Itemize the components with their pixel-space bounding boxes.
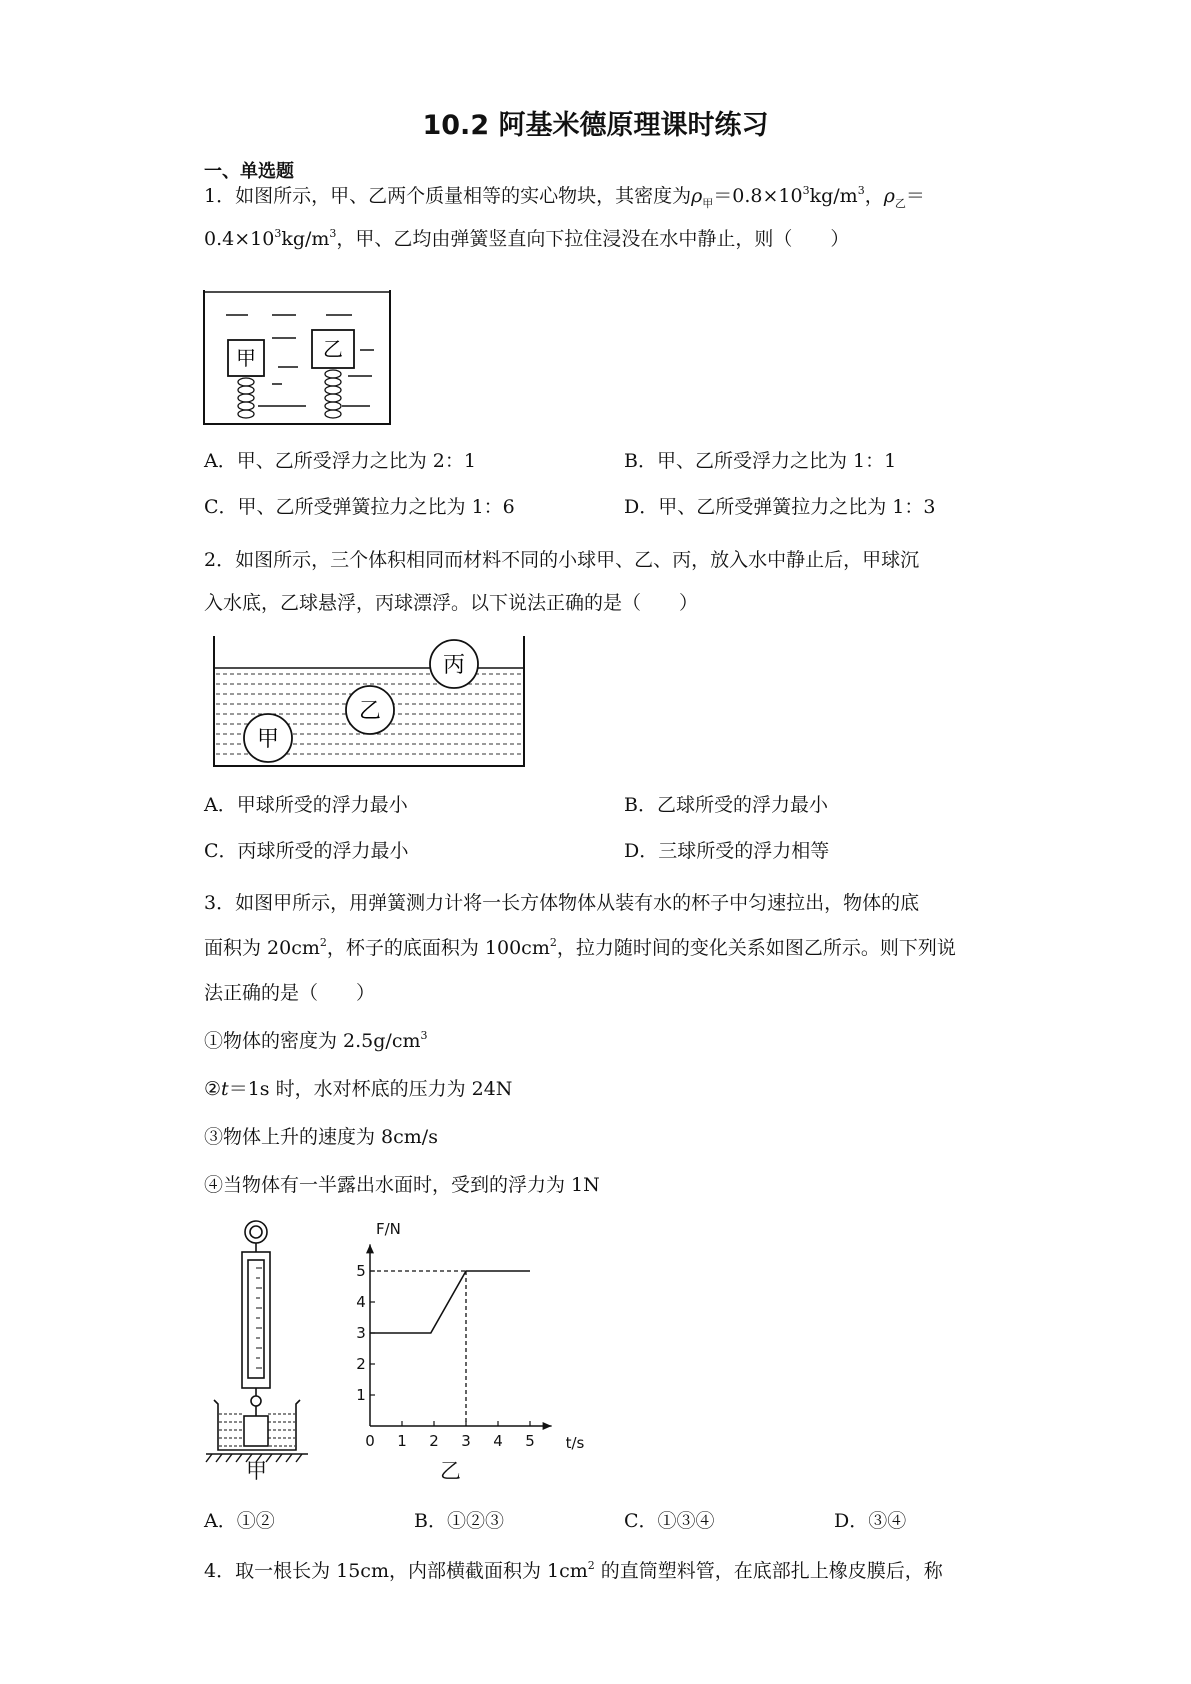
q1-figure-tank-springs (202, 284, 392, 426)
x-tick-label: 0 (365, 1432, 375, 1450)
q3-option-d[interactable]: D．③④ (834, 1510, 907, 1532)
svg-text:丙: 丙 (442, 653, 466, 678)
q1-stem-line-1: 1．如图所示，甲、乙两个质量相等的实心物块，其密度为$\rho_甲=0.8\times 10^3kg/m^3$，$\rho_乙=$ (204, 184, 925, 210)
q2-option-d[interactable]: D．三球所受的浮力相等 (624, 840, 830, 862)
label-jia: 甲 (236, 346, 256, 370)
q3-figure-jia-spring-scale (204, 1218, 316, 1476)
q2-option-b[interactable]: B．乙球所受的浮力最小 (624, 794, 828, 816)
scale-ticks (256, 1268, 262, 1368)
x-axis-label: t/s (565, 1434, 585, 1452)
q1-option-b[interactable]: B．甲、乙所受浮力之比为 1：1 (624, 450, 897, 472)
y-tick-label: 2 (356, 1355, 366, 1373)
x-tick-label: 4 (493, 1432, 503, 1450)
spring-yi (325, 370, 341, 418)
section-heading-single-choice: 一、单选题 (204, 161, 294, 182)
svg-text:甲: 甲 (256, 727, 280, 752)
q2-figure-three-balls (210, 634, 528, 768)
q2-option-c[interactable]: C．丙球所受的浮力最小 (204, 840, 409, 862)
q3-stem-line-2: 面积为 $20cm^2$，杯子的底面积为 $100cm^2$，拉力随时间的变化关系如图乙所示。则下列说 (204, 936, 956, 959)
q3-figure-yi-caption: 乙 (440, 1459, 461, 1483)
q3-figure-yi-force-time-chart (346, 1222, 610, 1460)
y-tick-label: 1 (356, 1386, 366, 1404)
y-tick-label: 3 (356, 1324, 366, 1342)
q3-option-c[interactable]: C．①③④ (624, 1510, 715, 1532)
page-title: 10.2 阿基米德原理课时练习 (422, 110, 769, 141)
spring-jia (238, 378, 254, 418)
q2-stem-line-2: 入水底，乙球悬浮，丙球漂浮。以下说法正确的是（ ） (204, 592, 699, 614)
q3-stem-line-1: 3．如图甲所示，用弹簧测力计将一长方体物体从装有水的杯子中匀速拉出，物体的底 (204, 892, 920, 914)
q3-option-a[interactable]: A．①② (204, 1510, 275, 1532)
label-yi: 乙 (323, 337, 343, 361)
q3-statement-4: ④当物体有一半露出水面时，受到的浮力为 1N (204, 1174, 600, 1196)
x-tick-label: 5 (525, 1432, 535, 1450)
q3-stem-line-3: 法正确的是（ ） (204, 982, 376, 1004)
q3-statement-3: ③物体上升的速度为 8cm/s (204, 1126, 438, 1148)
q1-option-d[interactable]: D．甲、乙所受弹簧拉力之比为 1：3 (624, 496, 936, 518)
q3-statement-2: ②t＝1s 时，水对杯底的压力为 24N (204, 1078, 513, 1100)
series-line-force (370, 1271, 530, 1333)
q3-statement-1: ①物体的密度为 $2.5g/cm^3$ (204, 1029, 428, 1052)
q3-figure-jia-caption: 甲 (246, 1459, 267, 1483)
x-tick-label: 2 (429, 1432, 439, 1450)
y-axis-arrow (366, 1244, 374, 1253)
x-axis-arrow (543, 1422, 552, 1430)
svg-text:乙: 乙 (358, 699, 382, 724)
y-axis-label: F/N (376, 1222, 401, 1238)
q3-option-b[interactable]: B．①②③ (414, 1510, 504, 1532)
q2-stem-line-1: 2．如图所示，三个体积相同而材料不同的小球甲、乙、丙，放入水中静止后，甲球沉 (204, 549, 920, 571)
x-tick-label: 3 (461, 1432, 471, 1450)
q1-stem-line-2: $0.4\times 10^3kg/m^3$，甲、乙均由弹簧竖直向下拉住浸没在水中静止，则（ ） (204, 227, 850, 250)
q2-option-a[interactable]: A．甲球所受的浮力最小 (204, 794, 408, 816)
q1-option-a[interactable]: A．甲、乙所受浮力之比为 2：1 (204, 450, 476, 472)
y-tick-label: 4 (356, 1293, 366, 1311)
x-tick-label: 1 (397, 1432, 407, 1450)
q1-option-c[interactable]: C．甲、乙所受弹簧拉力之比为 1：6 (204, 496, 515, 518)
q4-stem-line-1: 4．取一根长为 15cm，内部横截面积为 $1cm^2$ 的直筒塑料管，在底部扎上橡皮膜后，称 (204, 1559, 943, 1582)
y-tick-label: 5 (356, 1262, 366, 1280)
